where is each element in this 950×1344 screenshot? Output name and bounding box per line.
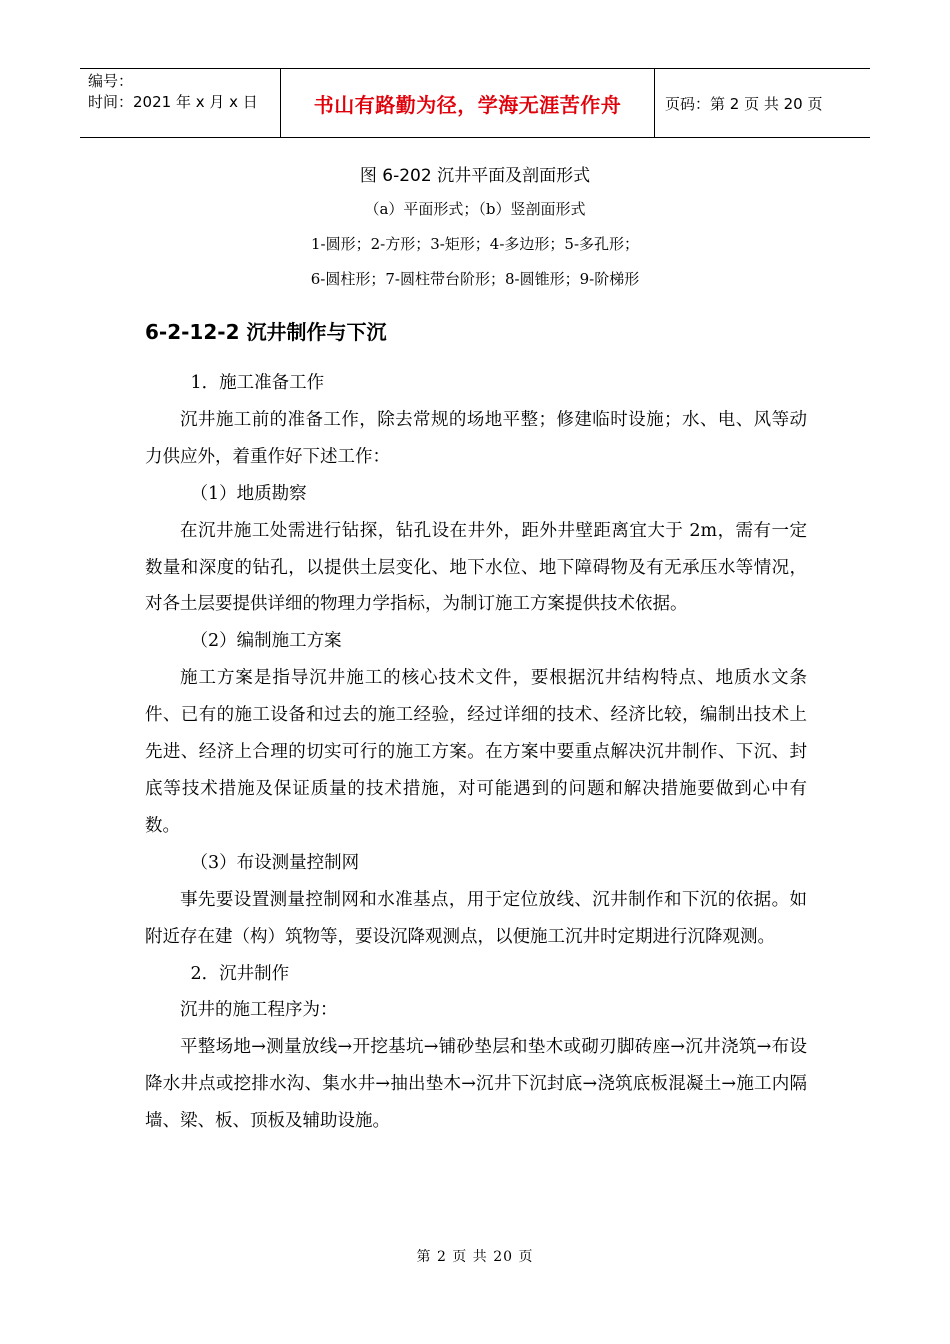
header-meta-cell [80,69,281,137]
subsection-title-fabrication: 2．沉井制作 [190,963,290,984]
item-title-survey: （3）布设测量控制网 [190,852,360,873]
paragraph-plan: 施工方案是指导沉井施工的核心技术文件，要根据沉井结构特点、地质水文条件、已有的施工设备和过去的施工经验，经过详细的技术、经济比较，编制出技术上先进、经济上合理的切实可行的施工方案。在方案中要重点解决沉井制作、下沉、封底等技术措施及保证质量的技术措施，对可能遇到的问题和解决措施要做到心中有数。 [145,668,807,836]
paragraph-procedure-steps: 平整场地→测量放线→开挖基坑→铺砂垫层和垫木或砌刃脚砖座→沉井浇筑→布设降水井点或挖排水沟、集水井→抽出垫木→沉井下沉封底→浇筑底板混凝土→施工内隔墙、梁、板、顶板及辅助设施。 [145,1037,807,1132]
document-body [145,365,807,1140]
figure-title: 图 6-202 沉井平面及剖面形式 [359,166,591,186]
page-header [80,68,870,138]
item-title-geology: （1）地质勘察 [190,483,307,504]
item-title-plan: （2）编制施工方案 [190,631,342,652]
paragraph-procedure-intro: 沉井的施工程序为： [180,1000,338,1021]
header-motto: 书山有路勤为径，学海无涯苦作舟 [281,69,655,137]
section-heading: 6-2-12-2 沉井制作与下沉 [145,320,387,344]
document-date-label: 时间：2021 年 x 月 x 日 [88,93,258,111]
paragraph-preparation: 沉井施工前的准备工作，除去常规的场地平整；修建临时设施；水、电、风等动力供应外，着重作好下述工作： [145,409,807,467]
figure-legend-line-2: 6-圆柱形；7-圆柱带台阶形；8-圆锥形；9-阶梯形 [310,270,640,288]
document-number-label: 编号： [88,72,134,90]
paragraph-geology: 在沉井施工处需进行钻探，钻孔设在井外，距外井壁距离宜大于 2m，需有一定数量和深度的钻孔，以提供土层变化、地下水位、地下障碍物及有无承压水等情况，对各土层要提供详细的物理力学指标，为制订施工方案提供技术依据。 [145,520,807,615]
subsection-title-preparation: 1．施工准备工作 [190,373,325,393]
paragraph-survey: 事先要设置测量控制网和水准基点，用于定位放线、沉井制作和下沉的依据。如附近存在建（构）筑物等，要设沉降观测点，以便施工沉井时定期进行沉降观测。 [145,889,807,947]
figure-legend-line-1: 1-圆形；2-方形；3-矩形；4-多边形；5-多孔形； [310,235,640,253]
header-page-info: 页码：第 2 页 共 20 页 [665,94,823,113]
figure-subtitle: （a）平面形式；（b）竖剖面形式 [364,200,586,218]
page-footer: 第 2 页 共 20 页 [416,1249,534,1265]
